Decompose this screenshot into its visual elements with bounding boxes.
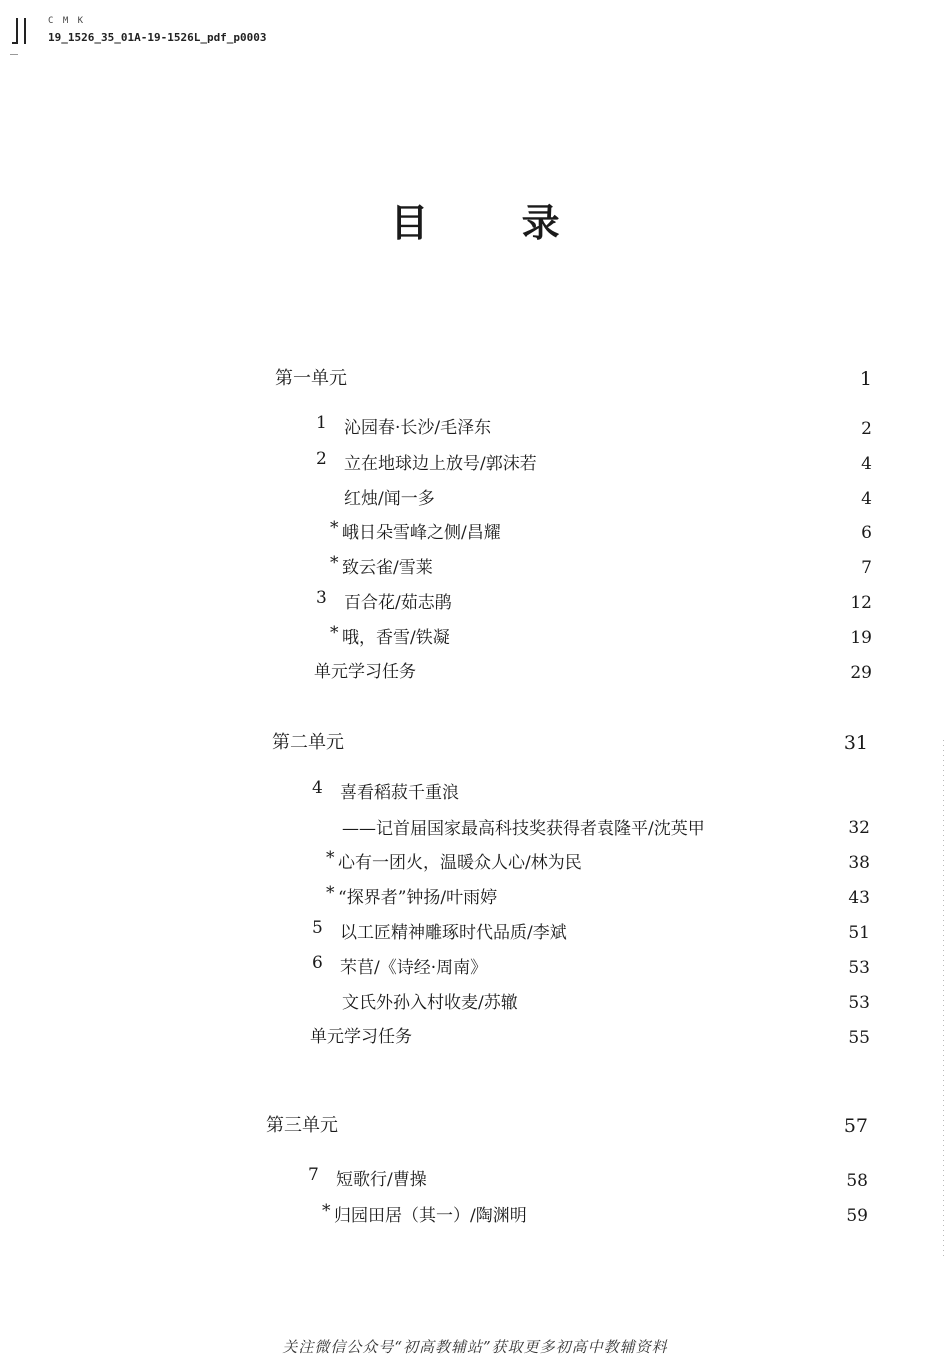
- footer-note: 关注微信公众号“初高教辅站”获取更多初高中教辅资料: [282, 1338, 668, 1356]
- entry-page-number: 43: [848, 888, 870, 908]
- entry-title: “探界者”钟扬/叶雨婷: [338, 888, 498, 908]
- lesson-number: 6: [312, 953, 323, 973]
- unit-page-number: 1: [859, 368, 872, 390]
- entry-title: 心有一团火，温暖众人心/林为民: [338, 853, 582, 873]
- optional-marker: *: [326, 848, 335, 868]
- file-name: 19_1526_35_01A-19-1526L_pdf_p0003: [48, 31, 267, 44]
- entry-page-number: 58: [846, 1171, 868, 1191]
- entry-page-number: 12: [850, 593, 872, 613]
- lesson-number: 3: [316, 588, 327, 608]
- entry-page-number: 38: [848, 853, 870, 873]
- entry-title: 以工匠精神雕琢时代品质/李斌: [340, 923, 567, 943]
- entry-page-number: 6: [861, 523, 872, 543]
- entry-title: 芣苢/《诗经·周南》: [340, 958, 488, 978]
- optional-marker: *: [322, 1201, 331, 1221]
- unit-heading[interactable]: 第二单元: [272, 732, 344, 753]
- unit-page-number: 57: [843, 1115, 868, 1137]
- entry-page-number: 59: [846, 1206, 868, 1226]
- entry-title: 单元学习任务: [314, 662, 416, 682]
- entry-title: 单元学习任务: [310, 1027, 412, 1047]
- lesson-number: 4: [312, 778, 323, 798]
- entry-page-number: 4: [861, 489, 872, 509]
- entry-page-number: 19: [850, 628, 872, 648]
- tick-mark: [10, 54, 18, 55]
- optional-marker: *: [326, 883, 335, 903]
- entry-title: 峨日朵雪峰之侧/昌耀: [342, 523, 501, 543]
- entry-title: 百合花/茹志鹃: [344, 593, 452, 613]
- entry-page-number: 32: [848, 818, 870, 838]
- entry-title: 喜看稻菽千重浪: [340, 783, 459, 803]
- entry-page-number: 53: [848, 993, 870, 1013]
- entry-title: 红烛/闻一多: [344, 489, 435, 509]
- optional-marker: *: [330, 518, 339, 538]
- entry-page-number: 29: [850, 663, 872, 683]
- entry-page-number: 2: [861, 419, 872, 439]
- scan-noise: [943, 740, 944, 1260]
- entry-title: ——记首届国家最高科技奖获得者袁隆平/沈英甲: [342, 819, 705, 839]
- entry-page-number: 51: [848, 923, 870, 943]
- unit-heading[interactable]: 第一单元: [275, 368, 347, 389]
- entry-title: 文氏外孙入村收麦/苏辙: [342, 993, 518, 1013]
- unit-heading[interactable]: 第三单元: [266, 1115, 338, 1136]
- color-code: C M K: [48, 16, 86, 26]
- optional-marker: *: [330, 623, 339, 643]
- optional-marker: *: [330, 553, 339, 573]
- lesson-number: 1: [316, 413, 327, 433]
- entry-page-number: 55: [848, 1028, 870, 1048]
- entry-title: 归园田居（其一）/陶渊明: [334, 1206, 527, 1226]
- entry-title: 立在地球边上放号/郭沫若: [344, 454, 537, 474]
- lesson-number: 7: [308, 1165, 319, 1185]
- lesson-number: 2: [316, 449, 327, 469]
- entry-page-number: 53: [848, 958, 870, 978]
- page-title: 目 录: [390, 200, 600, 245]
- entry-title: 短歌行/曹操: [336, 1170, 427, 1190]
- lesson-number: 5: [312, 918, 323, 938]
- entry-title: 致云雀/雪莱: [342, 558, 433, 578]
- entry-title: 哦，香雪/铁凝: [342, 628, 450, 648]
- entry-page-number: 4: [861, 454, 872, 474]
- entry-title: 沁园春·长沙/毛泽东: [344, 418, 492, 438]
- entry-page-number: 7: [861, 558, 872, 578]
- crop-mark-icon: [12, 18, 32, 48]
- unit-page-number: 31: [843, 732, 868, 754]
